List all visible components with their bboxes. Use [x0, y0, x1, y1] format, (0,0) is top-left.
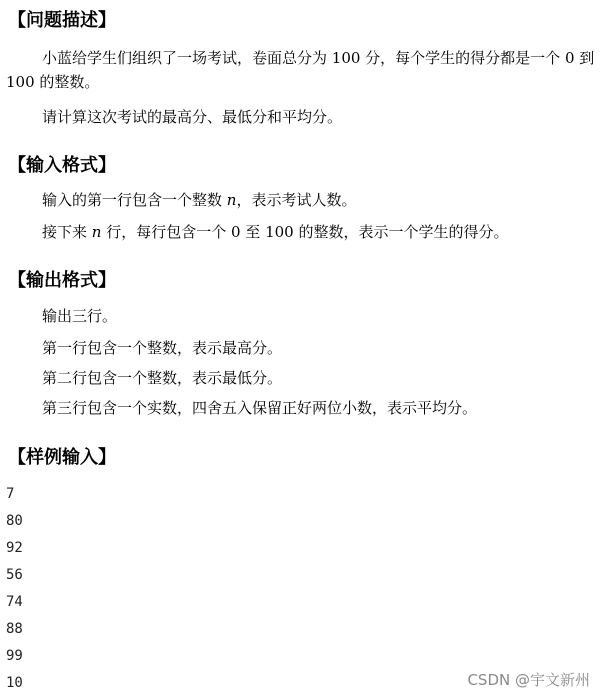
- sample-input-line: 92: [6, 540, 23, 556]
- output-format-line-4: 第三行包含一个实数，四舍五入保留正好两位小数，表示平均分。: [42, 399, 478, 417]
- sample-input-line: 10: [6, 675, 23, 691]
- input-format-line-2-a: 接下来: [42, 223, 92, 241]
- output-format-line-2: 第一行包含一个整数，表示最高分。: [42, 339, 283, 357]
- input-format-line-1-a: 输入的第一行包含一个整数: [42, 191, 227, 209]
- input-format-heading: 【输入格式】: [8, 155, 116, 176]
- sample-input-heading: 【样例输入】: [8, 447, 116, 468]
- input-format-line-1: [42, 190, 356, 210]
- sample-input-line: 74: [6, 594, 23, 610]
- sample-input-line: 88: [6, 621, 23, 637]
- sample-input-line: 56: [6, 567, 23, 583]
- output-format-line-3: 第二行包含一个整数，表示最低分。: [42, 369, 283, 387]
- input-format-line-2-b: 行，每行包含一个 0 至 100 的整数，表示一个学生的得分。: [101, 223, 509, 241]
- variable-n: n: [226, 191, 237, 209]
- csdn-watermark: CSDN @宇文新州: [467, 671, 590, 689]
- description-heading: 【问题描述】: [8, 10, 116, 31]
- description-paragraph-1: 小蓝给学生们组织了一场考试，卷面总分为 100 分，每个学生的得分都是一个 0 到 100 的整数。: [6, 49, 595, 91]
- input-format-line-2: [42, 222, 508, 242]
- sample-input-line: 7: [6, 486, 15, 502]
- sample-input-line: 99: [6, 648, 23, 664]
- input-format-line-1-b: ，表示考试人数。: [236, 191, 357, 209]
- output-format-heading: 【输出格式】: [8, 270, 116, 291]
- sample-input-line: 80: [6, 513, 23, 529]
- description-paragraph-2: 请计算这次考试的最高分、最低分和平均分。: [42, 108, 343, 126]
- output-format-line-1: 输出三行。: [42, 307, 118, 325]
- variable-n: n: [91, 223, 102, 241]
